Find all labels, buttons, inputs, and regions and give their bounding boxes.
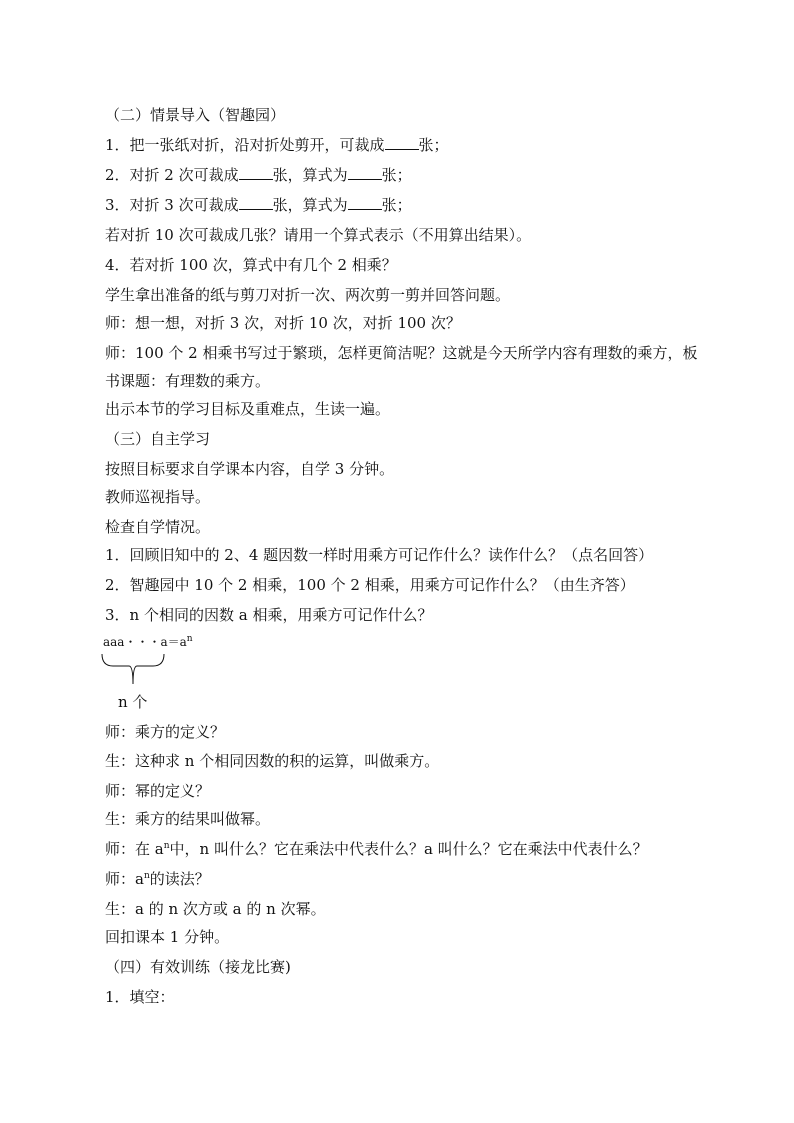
teacher-line-2b: 书课题：有理数的乘方。 — [105, 372, 271, 390]
self-study-2: 教师巡视指导。 — [105, 488, 211, 506]
answer-blank — [348, 165, 382, 180]
underbrace — [101, 652, 165, 686]
dialogue-6-exponent: n — [143, 871, 150, 881]
self-study-1: 按照目标要求自学课本内容，自学 3 分钟。 — [105, 460, 395, 478]
review-question-3: 3．n 个相同的因数 a 相乘，用乘方可记作什么？ — [105, 606, 433, 624]
dialogue-3: 师：幂的定义？ — [105, 782, 211, 800]
brace-label: n 个 — [118, 693, 148, 711]
dialogue-5-suffix: 中，n 叫什么？它在乘法中代表什么？a 叫什么？它在乘法中代表什么？ — [169, 840, 648, 858]
question-1-text: 1．把一张纸对折，沿对折处剪开，可裁成 — [105, 136, 385, 154]
question-1-suffix: 张； — [418, 136, 449, 154]
question-3 — [105, 195, 412, 215]
section-2-title: （二）情景导入（智趣园） — [105, 106, 286, 124]
dialogue-5-exponent: n — [163, 841, 170, 851]
dialogue-1: 师：乘方的定义？ — [105, 723, 226, 741]
dialogue-4: 生：乘方的结果叫做幂。 — [105, 810, 271, 828]
question-2 — [105, 165, 412, 185]
teacher-line-2a: 师：100 个 2 相乘书写过于繁琐，怎样更简洁呢？这就是今天所学内容有理数的乘方，板 — [105, 344, 698, 362]
power-formula — [103, 634, 193, 650]
question-3-suffix: 张； — [381, 196, 412, 214]
answer-blank — [239, 165, 273, 180]
answer-blank — [385, 135, 419, 150]
question-4: 4．若对折 100 次，算式中有几个 2 相乘？ — [105, 256, 397, 274]
section-4-title: （四）有效训练（接龙比赛) — [105, 958, 291, 976]
review-question-1: 1．回顾旧知中的 2、4 题因数一样时用乘方可记作什么？读作什么？（点名回答） — [105, 546, 654, 564]
answer-blank — [348, 195, 382, 210]
review-question-2: 2．智趣园中 10 个 2 相乘，100 个 2 相乘，用乘方可记作什么？（由生齐答） — [105, 576, 635, 594]
student-activity: 学生拿出准备的纸与剪刀对折一次、两次剪一剪并回答问题。 — [105, 286, 511, 304]
answer-blank — [239, 195, 273, 210]
question-3-middle: 张，算式为 — [272, 196, 348, 214]
dialogue-8: 回扣课本 1 分钟。 — [105, 928, 230, 946]
fill-in-heading: 1．填空： — [105, 988, 175, 1006]
dialogue-5-prefix: 师：在 a — [105, 840, 164, 858]
formula-exponent: n — [186, 634, 193, 644]
dialogue-6 — [105, 869, 210, 889]
teacher-line-1: 师：想一想，对折 3 次，对折 10 次，对折 100 次？ — [105, 314, 461, 332]
dialogue-2: 生：这种求 n 个相同因数的积的运算，叫做乘方。 — [105, 752, 440, 770]
dialogue-7: 生：a 的 n 次方或 a 的 n 次幂。 — [105, 900, 326, 918]
question-2-middle: 张，算式为 — [272, 166, 348, 184]
dialogue-6-suffix: 的读法？ — [149, 870, 210, 888]
dialogue-5 — [105, 839, 648, 859]
learning-goals: 出示本节的学习目标及重难点，生读一遍。 — [105, 400, 391, 418]
section-3-title: （三）自主学习 — [105, 430, 211, 448]
question-1 — [105, 135, 449, 155]
self-study-3: 检查自学情况。 — [105, 518, 211, 536]
dialogue-6-prefix: 师：a — [105, 870, 144, 888]
question-3-text: 3．对折 3 次可裁成 — [105, 196, 239, 214]
question-10-folds: 若对折 10 次可裁成几张？请用一个算式表示（不用算出结果）。 — [105, 226, 532, 244]
question-2-suffix: 张； — [381, 166, 412, 184]
question-2-text: 2．对折 2 次可裁成 — [105, 166, 239, 184]
formula-base: aaa・・・a＝a — [103, 635, 187, 649]
